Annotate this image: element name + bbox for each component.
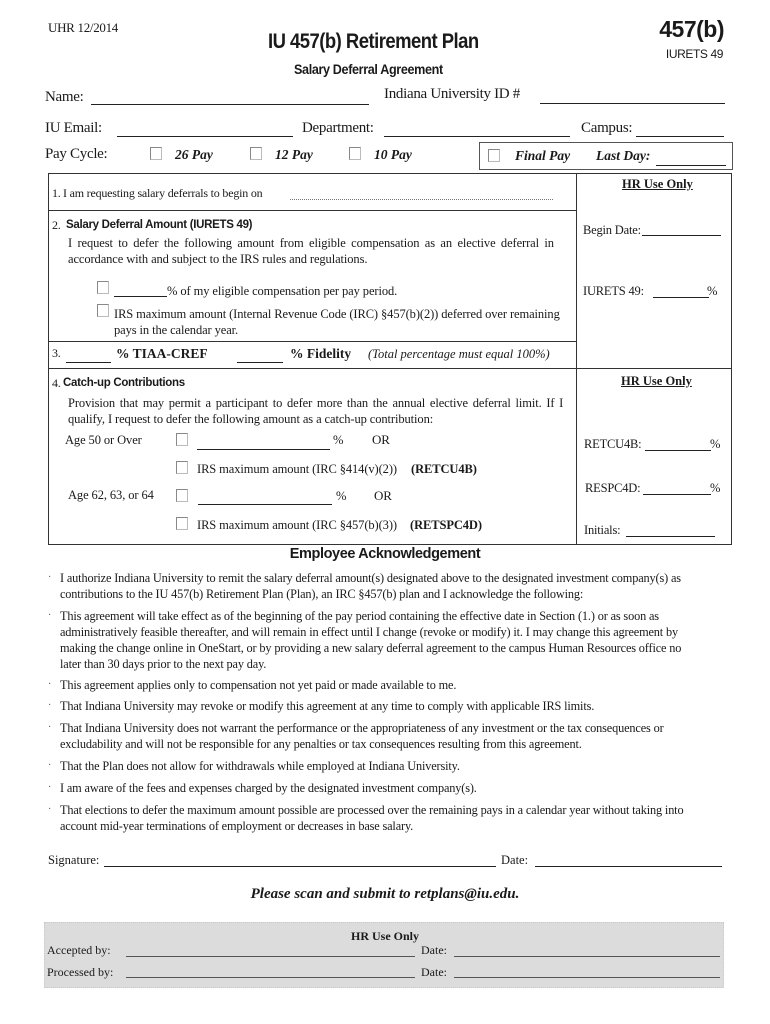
age50-max-code: (RETCU4B) [411,462,477,476]
tiaa-label: % TIAA-CREF [116,346,208,361]
plan-badge: 457(b) [659,16,724,42]
section3-number: 3. [52,346,61,360]
section4-desc-line1: Provision that may permit a participant to defer more than the annual elective deferral limit. If I [68,396,564,410]
hr-column-divider [576,173,577,545]
plan-code: IURETS 49 [665,47,723,61]
ack-item-6 [48,758,728,774]
bullet-icon: · [48,760,52,771]
processed-date-label: Date: [421,965,447,979]
ack-item-5 [48,720,728,752]
fidelity-label: % Fidelity [290,346,352,361]
email-label: IU Email: [45,120,102,136]
ack-item-1-line2: contributions to the IU 457(b) Retirement Plan (Plan), an IRC §457(b) plan and I acknowledge the following: [60,587,584,601]
form-code: UHR 12/2014 [48,20,119,35]
email-field[interactable] [117,136,293,137]
pay-cycle-label: Pay Cycle: [45,146,108,162]
ack-item-3 [48,677,728,693]
deferral-percent-text: % of my eligible compensation per pay period. [167,284,398,298]
section1-text: I am requesting salary deferrals to begin on [63,186,263,200]
total-percent-note: (Total percentage must equal 100%) [368,347,550,361]
bullet-icon: · [48,804,52,815]
tiaa-percent-field[interactable] [66,362,111,363]
ack-item-5-line1: That Indiana University does not warrant the performance or the appropriateness of any investment or the tax consequences or [60,721,664,735]
hr-begin-date-field[interactable] [642,235,721,236]
section-divider-3 [48,368,732,369]
section2-number: 2. [52,218,61,232]
hr-retcu4b-field[interactable] [645,450,711,451]
ack-item-2-line2: administratively feasible thereafter, and will remain in effect until I change (revoke or modify) it. I may change this agreement by [60,625,678,639]
ack-item-2 [48,608,728,672]
section4-number: 4. [52,376,61,390]
section-divider-2 [48,341,576,342]
age50-max-checkbox[interactable] [176,461,188,474]
processed-by-field[interactable] [126,977,415,978]
age50-or-label: OR [372,432,390,447]
fidelity-percent-field[interactable] [237,362,283,363]
campus-field[interactable] [636,136,724,137]
signature-label: Signature: [48,853,100,867]
submit-instructions: Please scan and submit to retplans@iu.edu. [250,886,520,902]
ack-item-8 [48,802,728,834]
age62-percent-sign: % [336,489,347,503]
ack-item-2-line3: making the change online in OneStart, or by providing a new salary deferral agreement to the campus Human Resources office no [60,641,682,655]
ack-item-1 [48,570,728,602]
hr-iurets-label: IURETS 49: [583,284,644,298]
ack-item-4 [48,698,728,714]
name-label: Name: [45,89,84,105]
bullet-icon: · [48,679,52,690]
age62-or-label: OR [374,488,392,503]
hr-bottom-heading: HR Use Only [621,374,692,388]
hr-respc4d-label: RESPC4D: [585,481,641,495]
begin-date-field[interactable] [290,199,553,200]
ack-item-7-line1: I am aware of the fees and expenses charged by the designated investment company(s). [60,781,477,795]
age50-label: Age 50 or Over [65,433,142,447]
age62-max-code: (RETSPC4D) [410,518,482,532]
age62-label: Age 62, 63, or 64 [68,488,154,502]
acknowledgement-title: Employee Acknowledgement [289,546,481,562]
deferral-percent-checkbox[interactable] [97,281,109,294]
hr-retcu4b-percent: % [710,437,721,451]
pay-12-label: 12 Pay [275,147,313,162]
hr-retcu4b-label: RETCU4B: [584,437,642,451]
age50-max-text: IRS maximum amount (IRC §414(v)(2)) [197,462,397,476]
hr-begin-date-label: Begin Date: [583,223,641,237]
accepted-by-label: Accepted by: [47,943,111,957]
iu-id-field[interactable] [540,103,725,104]
irs-max-checkbox[interactable] [97,304,109,317]
section2-heading: Salary Deferral Amount (IURETS 49) [66,219,253,231]
age50-percent-checkbox[interactable] [176,433,188,446]
hr-respc4d-percent: % [710,481,721,495]
ack-item-4-line1: That Indiana University may revoke or modify this agreement at any time to comply with applicable IRS limits. [60,699,595,713]
hr-initials-field[interactable] [626,536,715,537]
section1-number: 1. [52,186,61,200]
pay-26-checkbox[interactable] [150,147,162,160]
ack-item-8-line2: account mid-year terminations of employment or decreases in base salary. [60,819,414,833]
bullet-icon: · [48,572,52,583]
last-day-field[interactable] [656,165,726,166]
irs-max-line2: pays in the calendar year. [114,323,239,337]
bullet-icon: · [48,722,52,733]
processed-date-field[interactable] [454,977,720,978]
ack-item-2-line1: This agreement will take effect as of the beginning of the pay period containing the effective date in Section (1.) or as soon as [60,609,659,623]
ack-item-7 [48,780,728,796]
campus-label: Campus: [581,120,633,136]
age62-max-checkbox[interactable] [176,517,188,530]
hr-iurets-field[interactable] [653,297,709,298]
age50-percent-field[interactable] [197,449,330,450]
ack-item-5-line2: excludability and will not be responsible for any penalties or tax consequences resulting from this agreement. [60,737,582,751]
irs-max-line1: IRS maximum amount (Internal Revenue Code (IRC) §457(b)(2)) deferred over remaining [114,307,560,321]
bullet-icon: · [48,700,52,711]
section2-desc-line2: accordance with and subject to the IRS rules and regulations. [68,252,368,266]
bullet-icon: · [48,610,52,621]
bullet-icon: · [48,782,52,793]
pay-10-label: 10 Pay [374,147,412,162]
signature-date-field[interactable] [535,866,722,867]
accepted-date-label: Date: [421,943,447,957]
ack-item-1-line1: I authorize Indiana University to remit the salary deferral amount(s) designated above to the designated investment company(s) as [60,571,681,585]
ack-item-6-line1: That the Plan does not allow for withdrawals while employed at Indiana University. [60,759,460,773]
hr-initials-label: Initials: [584,523,621,537]
final-pay-checkbox[interactable] [488,149,500,162]
hr-footer-heading: HR Use Only [350,929,419,943]
page-title: IU 457(b) Retirement Plan [268,30,479,53]
pay-26-label: 26 Pay [175,147,213,162]
section4-desc-line2: qualify, I request to defer the following amount as a catch-up contribution: [68,412,434,426]
age62-percent-field[interactable] [198,504,332,505]
section-divider-1 [48,210,576,211]
deferral-percent-field[interactable] [114,296,167,297]
accepted-by-field[interactable] [126,956,415,957]
pay-10-checkbox[interactable] [349,147,361,160]
last-day-label: Last Day: [596,148,651,163]
ack-item-8-line1: That elections to defer the maximum amount possible are processed over the remaining pays in a calendar year without taking into [60,803,684,817]
hr-iurets-percent: % [707,284,718,298]
hr-top-heading: HR Use Only [622,177,693,191]
age62-percent-checkbox[interactable] [176,489,188,502]
iu-id-label: Indiana University ID # [384,86,520,102]
section4-heading: Catch-up Contributions [63,377,185,389]
ack-item-2-line4: later than 30 days prior to the next pay day. [60,657,267,671]
section2-desc-line1: I request to defer the following amount from eligible compensation as an elective deferral in [68,236,554,250]
age50-percent-sign: % [333,433,344,447]
department-label: Department: [302,120,374,136]
signature-field[interactable] [104,866,496,867]
processed-by-label: Processed by: [47,965,114,979]
page-subtitle: Salary Deferral Agreement [294,61,443,77]
accepted-date-field[interactable] [454,956,720,957]
department-field[interactable] [384,136,570,137]
hr-respc4d-field[interactable] [643,494,711,495]
name-field[interactable] [91,104,369,105]
signature-date-label: Date: [501,853,529,867]
final-pay-label: Final Pay [515,148,571,163]
age62-max-text: IRS maximum amount (IRC §457(b)(3)) [197,518,397,532]
pay-12-checkbox[interactable] [250,147,262,160]
ack-item-3-line1: This agreement applies only to compensation not yet paid or made available to me. [60,678,457,692]
